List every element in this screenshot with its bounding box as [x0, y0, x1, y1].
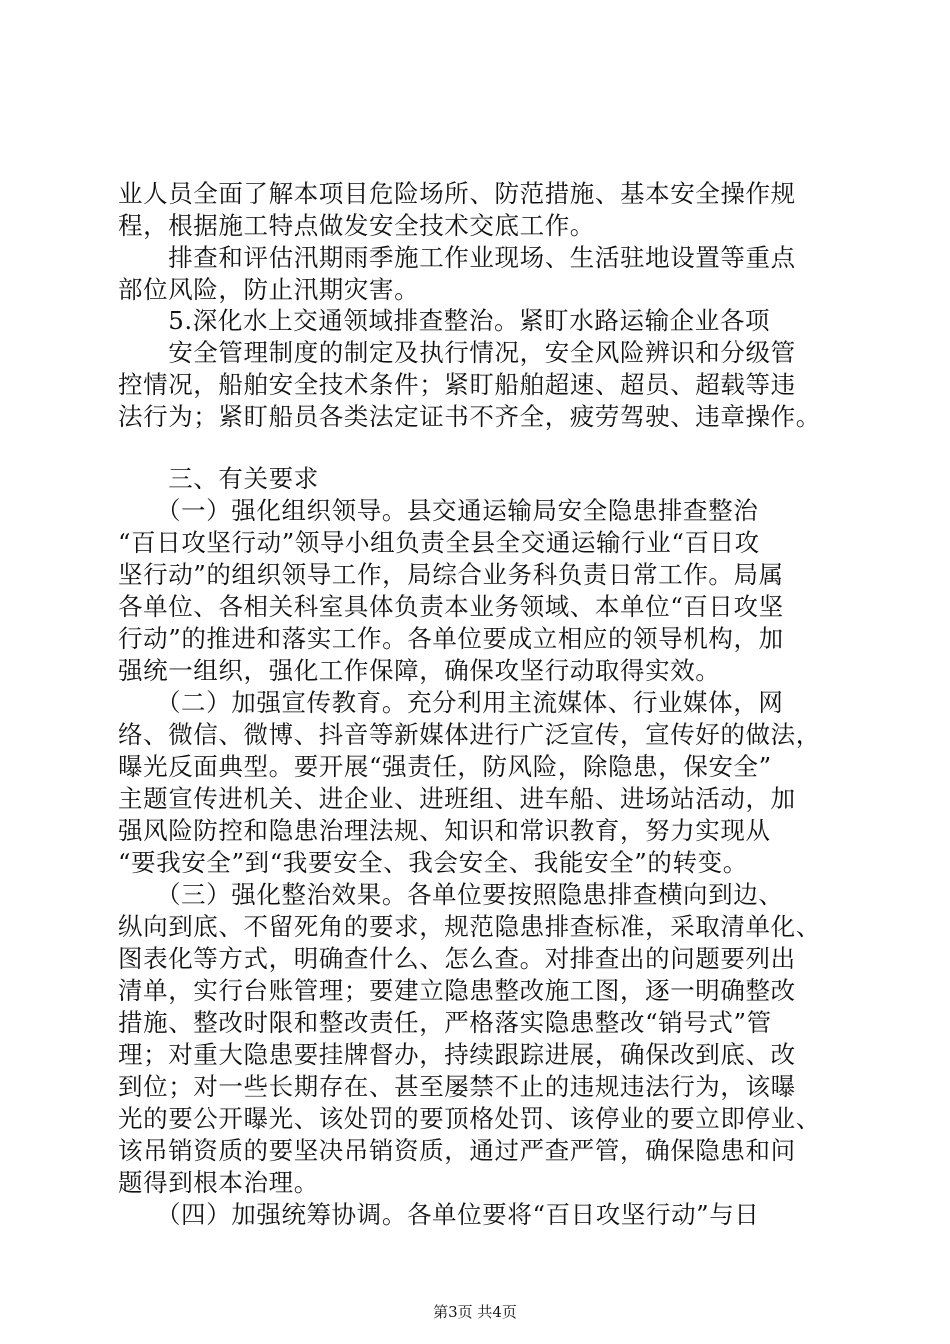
paragraph-line: 理；对重大隐患要挂牌督办，持续跟踪进展，确保改到底、改 — [118, 1040, 796, 1069]
paragraph-line: 该吊销资质的要坚决吊销资质，通过严查严管，确保隐患和问 — [118, 1136, 796, 1165]
paragraph-line: 曝光反面典型。要开展“强责任，防风险，除隐患，保安全” — [118, 752, 772, 781]
paragraph-line: 法行为；紧盯船员各类法定证书不齐全，疲劳驾驶、违章操作。 — [118, 402, 821, 431]
paragraph-line: 强统一组织，强化工作保障，确保攻坚行动取得实效。 — [118, 656, 721, 685]
page-footer: 第3页 共4页 — [433, 1303, 517, 1321]
paragraph-line: 坚行动”的组织领导工作，局综合业务科负责日常工作。局属 — [118, 560, 784, 589]
paragraph-line: 光的要公开曝光、该处罚的要顶格处罚、该停业的要立即停业、 — [118, 1104, 821, 1133]
paragraph-line: 到位；对一些长期存在、甚至屡禁不止的违规违法行为，该曝 — [118, 1072, 796, 1101]
paragraph-line: 部位风险，防止汛期灾害。 — [118, 275, 420, 304]
paragraph-line: 排查和评估汛期雨季施工作业现场、生活驻地设置等重点 — [118, 243, 796, 272]
paragraph-line: 控情况，船舶安全技术条件；紧盯船舶超速、超员、超载等违 — [118, 370, 796, 399]
paragraph-line: “要我安全”到“我要安全、我会安全、我能安全”的转变。 — [118, 848, 748, 877]
paragraph-line: 主题宣传进机关、进企业、进班组、进车船、进场站活动，加 — [118, 784, 796, 813]
paragraph-line: 纵向到底、不留死角的要求，规范隐患排查标准，采取清单化、 — [118, 912, 821, 941]
paragraph-line: 题得到根本治理。 — [118, 1168, 319, 1197]
paragraph-line: 程，根据施工特点做发安全技术交底工作。 — [118, 211, 595, 240]
paragraph-line: （二）加强宣传教育。充分利用主流媒体、行业媒体，网 — [118, 688, 784, 717]
paragraph-line: 各单位、各相关科室具体负责本业务领域、本单位“百日攻坚 — [118, 592, 784, 621]
paragraph-line: 强风险防控和隐患治理法规、知识和常识教育，努力实现从 — [118, 816, 771, 845]
paragraph-line: 安全管理制度的制定及执行情况，安全风险辨识和分级管 — [118, 338, 796, 367]
paragraph-line: 措施、整改时限和整改责任，严格落实隐患整改“销号式”管 — [118, 1008, 772, 1037]
paragraph-line: 清单，实行台账管理；要建立隐患整改施工图，逐一明确整改 — [118, 976, 796, 1005]
section-heading: 三、有关要求 — [118, 464, 319, 493]
paragraph-line: 5.深化水上交通领域排查整治。紧盯水路运输企业各项 — [118, 306, 771, 335]
paragraph-line: （一）强化组织领导。县交通运输局安全隐患排查整治 — [118, 496, 759, 525]
paragraph-line: 业人员全面了解本项目危险场所、防范措施、基本安全操作规 — [118, 179, 796, 208]
paragraph-line: 行动”的推进和落实工作。各单位要成立相应的领导机构，加 — [118, 624, 784, 653]
paragraph-line: 图表化等方式，明确查什么、怎么查。对排查出的问题要列出 — [118, 944, 796, 973]
paragraph-line: （三）强化整治效果。各单位要按照隐患排查横向到边、 — [118, 880, 784, 909]
paragraph-line: （四）加强统筹协调。各单位要将“百日攻坚行动”与日 — [118, 1200, 760, 1229]
paragraph-line: “百日攻坚行动”领导小组负责全县全交通运输行业“百日攻 — [118, 528, 760, 557]
paragraph-line: 络、微信、微博、抖音等新媒体进行广泛宣传，宣传好的做法， — [118, 720, 821, 749]
